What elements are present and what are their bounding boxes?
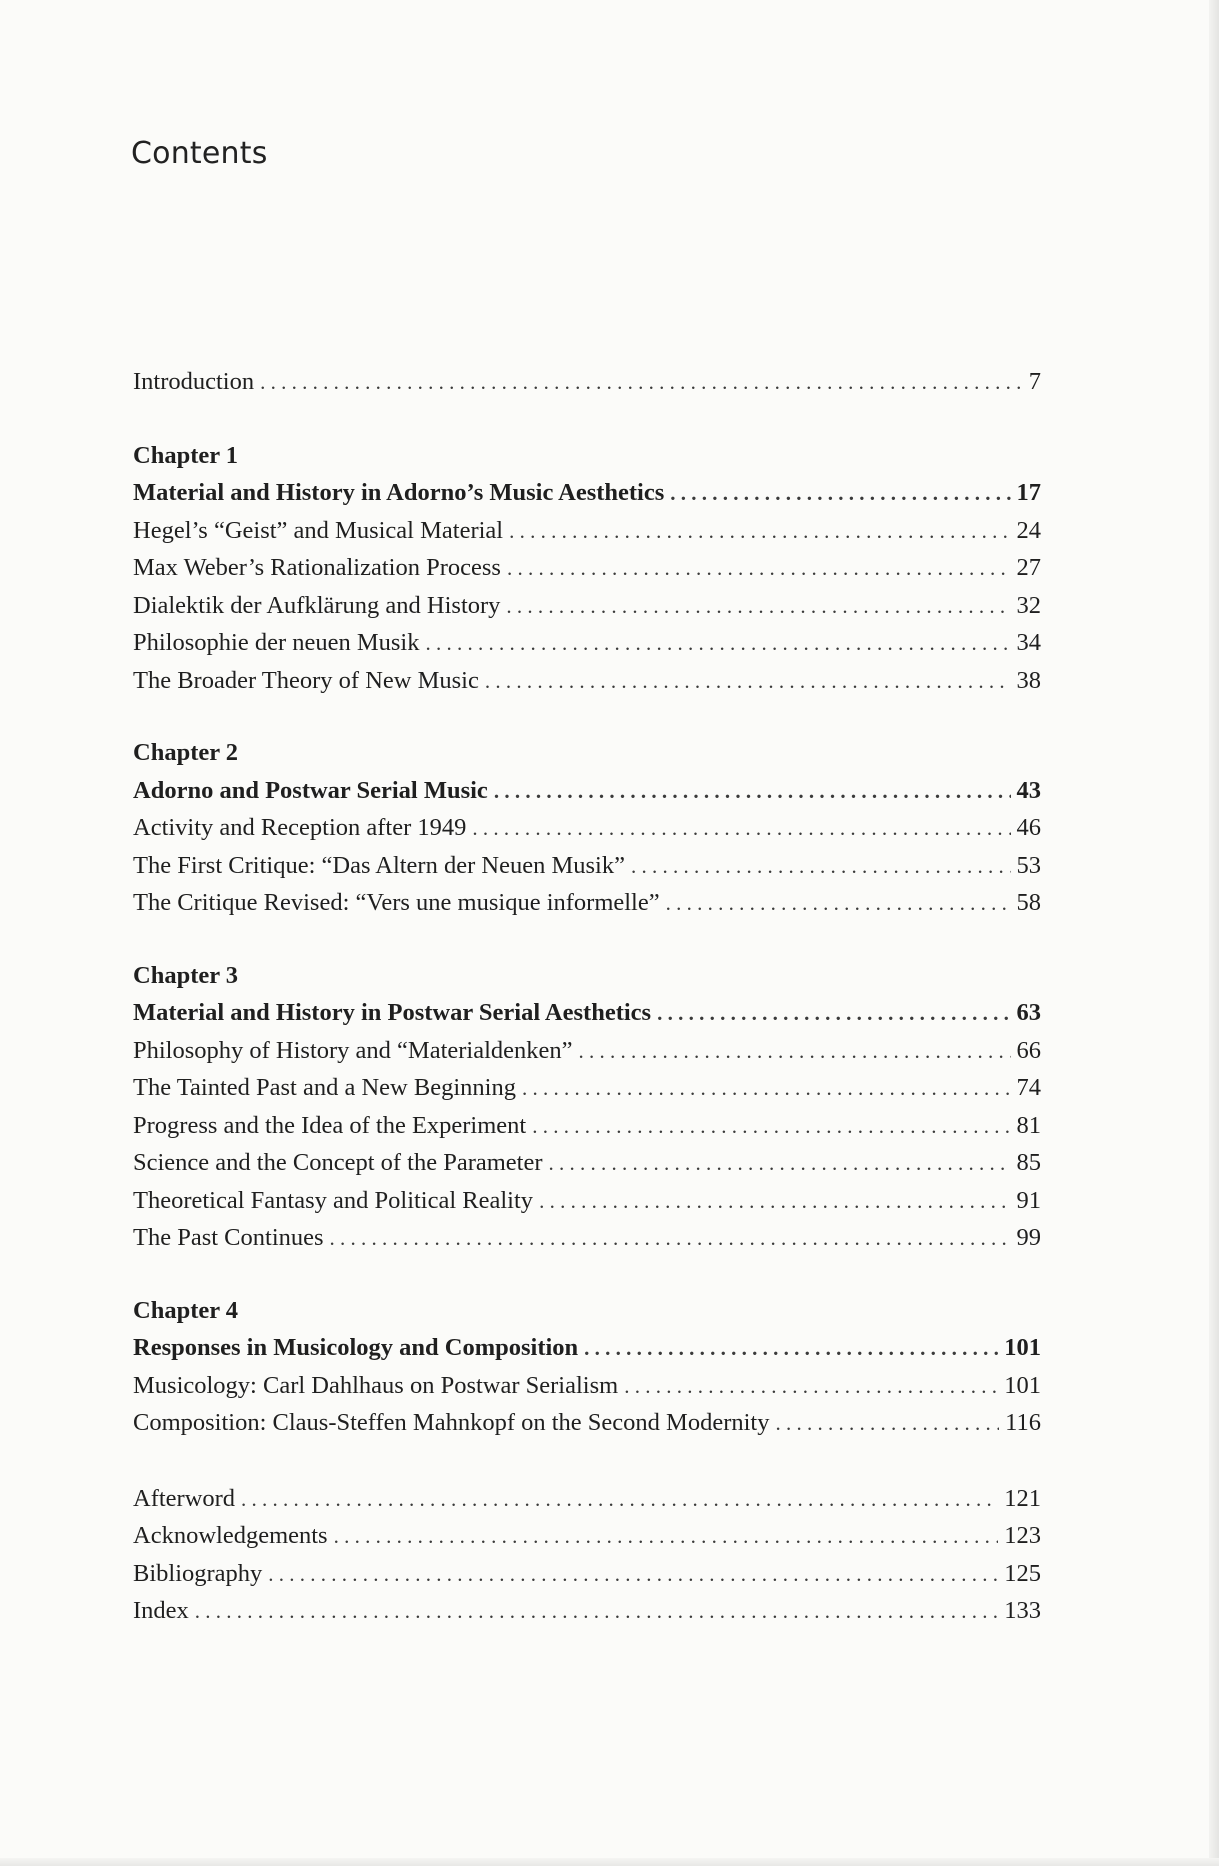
toc-page-number: 133: [1004, 1597, 1041, 1624]
toc-entry-label: Introduction: [133, 368, 255, 395]
chapter-title-entry: [133, 1329, 1041, 1367]
toc-entry-label: The Critique Revised: “Vers une musique informelle”: [133, 889, 660, 916]
toc-page-number: 53: [1016, 851, 1041, 879]
section-entry: [133, 549, 1041, 587]
chapter-title-entry: [133, 994, 1041, 1032]
toc-page-number: 123: [1004, 1522, 1041, 1549]
dot-leader: [631, 848, 1011, 885]
chapter-section: [133, 1292, 1041, 1442]
dot-leader: [522, 1070, 1011, 1107]
section-entry: [133, 1367, 1041, 1405]
toc-page-number: 27: [1016, 554, 1041, 581]
dot-leader: [509, 513, 1010, 550]
toc-page-number: 116: [1005, 1409, 1041, 1436]
section-entry: [133, 1404, 1041, 1442]
toc-entry-label: Theoretical Fantasy and Political Reality: [133, 1186, 534, 1214]
section-entry: [133, 884, 1041, 922]
toc-page-number: 91: [1016, 1186, 1041, 1214]
page-title: Contents: [131, 136, 268, 171]
toc-entry-label: Index: [133, 1597, 189, 1624]
chapter-section: [133, 734, 1041, 922]
toc-entry-label: Philosophy of History and “Materialdenken”: [133, 1036, 573, 1064]
chapters: [133, 401, 1041, 1442]
dot-leader: [472, 810, 1010, 847]
page-bottom-edge: [0, 1858, 1219, 1866]
toc-entry-label: Philosophie der neuen Musik: [133, 629, 420, 656]
dot-leader: [426, 625, 1011, 662]
chapter-heading: Chapter 2: [133, 739, 239, 766]
dot-leader: [657, 995, 1010, 1032]
toc-entry-label: The Past Continues: [133, 1224, 324, 1251]
dot-leader: [268, 1556, 998, 1593]
chapter-title-entry: [133, 772, 1041, 810]
toc-page-number: 63: [1016, 999, 1041, 1026]
dot-leader: [195, 1593, 998, 1630]
dot-leader: [624, 1368, 998, 1405]
toc-entry-label: Material and History in Postwar Serial Aesthetics: [133, 999, 652, 1026]
back-matter-entry: [133, 1592, 1041, 1630]
page-edge: [1209, 0, 1219, 1866]
toc-page-number: 101: [1004, 1334, 1041, 1361]
toc-entry-label: Adorno and Postwar Serial Music: [133, 776, 488, 804]
toc-entry-label: Max Weber’s Rationalization Process: [133, 554, 501, 581]
toc-entry-label: The First Critique: “Das Altern der Neuen Musik”: [133, 851, 625, 879]
dot-leader: [494, 773, 1011, 810]
back-matter-entry: [133, 1555, 1041, 1593]
dot-leader: [485, 663, 1011, 700]
toc-page-number: 99: [1016, 1224, 1041, 1251]
table-of-contents: [133, 363, 1041, 1630]
dot-leader: [539, 1183, 1010, 1220]
toc-entry-label: Acknowledgements: [133, 1522, 328, 1549]
dot-leader: [776, 1405, 1000, 1442]
toc-page-number: 66: [1016, 1036, 1041, 1064]
chapter-section: [133, 437, 1041, 700]
toc-entry-label: Hegel’s “Geist” and Musical Material: [133, 516, 504, 544]
dot-leader: [549, 1145, 1011, 1182]
dot-leader: [334, 1518, 999, 1555]
toc-entry-introduction: [133, 363, 1041, 401]
toc-page-number: 24: [1016, 516, 1041, 544]
toc-entry-label: Activity and Reception after 1949: [133, 814, 467, 841]
back-matter-entry: [133, 1480, 1041, 1518]
section-entry: [133, 1144, 1041, 1182]
toc-page-number: 101: [1004, 1371, 1041, 1399]
chapter-heading: Chapter 1: [133, 441, 239, 469]
toc-page-number: 121: [1004, 1484, 1041, 1512]
toc-entry-label: Musicology: Carl Dahlhaus on Postwar Serialism: [133, 1371, 619, 1399]
section-entry: [133, 1219, 1041, 1257]
toc-page-number: 38: [1016, 666, 1041, 694]
toc-page-number: 32: [1016, 591, 1041, 619]
toc-entry-label: Afterword: [133, 1484, 236, 1512]
dot-leader: [260, 364, 1023, 401]
toc-entry-label: Composition: Claus-Steffen Mahnkopf on the Second Modernity: [133, 1409, 770, 1436]
toc-entry-label: The Broader Theory of New Music: [133, 666, 479, 694]
dot-leader: [584, 1330, 998, 1367]
dot-leader: [532, 1108, 1010, 1145]
chapter-heading: Chapter 3: [133, 961, 239, 989]
dot-leader: [506, 588, 1010, 625]
section-entry: [133, 1032, 1041, 1070]
toc-entry-label: Dialektik der Aufklärung and History: [133, 591, 501, 619]
section-entry: [133, 1182, 1041, 1220]
chapter-title-entry: [133, 474, 1041, 512]
back-matter-entry: [133, 1517, 1041, 1555]
toc-page-number: 74: [1016, 1074, 1041, 1101]
toc-entry-label: Responses in Musicology and Composition: [133, 1334, 579, 1361]
back-matter: [133, 1480, 1041, 1630]
section-entry: [133, 512, 1041, 550]
toc-page-number: 58: [1016, 889, 1041, 916]
dot-leader: [670, 475, 1010, 512]
toc-entry-label: Material and History in Adorno’s Music Aesthetics: [133, 479, 665, 506]
dot-leader: [330, 1220, 1011, 1257]
toc-entry-label: Science and the Concept of the Parameter: [133, 1149, 543, 1176]
section-entry: [133, 1107, 1041, 1145]
section-entry: [133, 624, 1041, 662]
toc-page-number: 125: [1004, 1559, 1041, 1587]
section-entry: [133, 1069, 1041, 1107]
section-entry: [133, 662, 1041, 700]
dot-leader: [241, 1481, 998, 1518]
toc-entry-label: The Tainted Past and a New Beginning: [133, 1074, 516, 1101]
toc-page-number: 17: [1016, 479, 1041, 506]
section-entry: [133, 809, 1041, 847]
toc-page-number: 43: [1016, 776, 1041, 804]
chapter-heading: Chapter 4: [133, 1296, 239, 1324]
dot-leader: [579, 1033, 1011, 1070]
toc-page-number: 34: [1016, 629, 1041, 656]
section-entry: [133, 587, 1041, 625]
dot-leader: [507, 550, 1011, 587]
section-entry: [133, 847, 1041, 885]
toc-page-number: 81: [1016, 1111, 1041, 1139]
toc-page-number: 85: [1016, 1149, 1041, 1176]
toc-page-number: 7: [1028, 368, 1041, 395]
toc-entry-label: Progress and the Idea of the Experiment: [133, 1111, 527, 1139]
chapter-section: [133, 957, 1041, 1257]
toc-entry-label: Bibliography: [133, 1559, 263, 1587]
toc-page-number: 46: [1016, 814, 1041, 841]
dot-leader: [666, 885, 1011, 922]
